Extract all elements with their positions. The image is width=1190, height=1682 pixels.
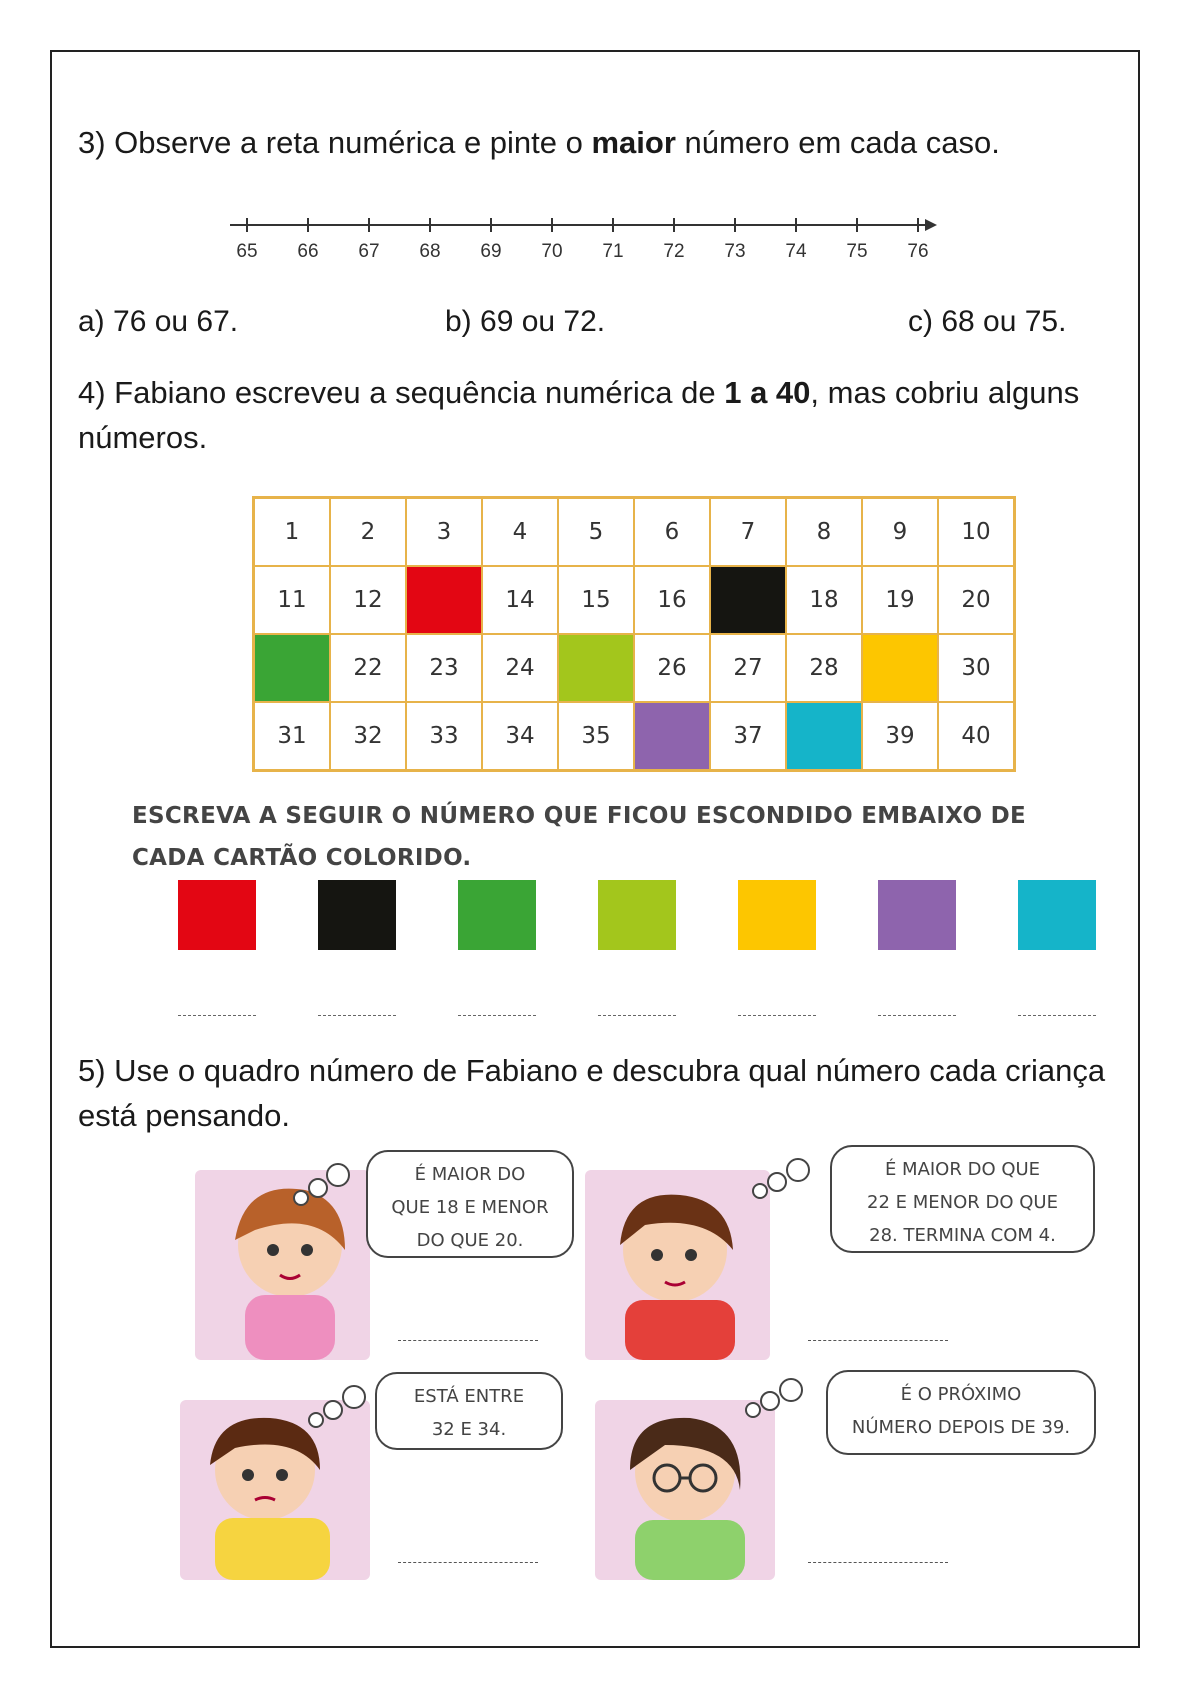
covered-card: [558, 634, 634, 702]
number-line-label: 67: [358, 241, 380, 262]
number-line-label: 73: [724, 241, 746, 262]
grid-cell: 16: [634, 566, 710, 634]
boy-thinking-icon: [585, 1170, 770, 1360]
colored-card: [738, 880, 816, 950]
card-answer-line[interactable]: [458, 1015, 536, 1016]
grid-cell: 32: [330, 702, 406, 771]
grid-cell: 40: [938, 702, 1015, 771]
grid-cell: 18: [786, 566, 862, 634]
grid-cell: 26: [634, 634, 710, 702]
child-1-illustration: [195, 1170, 370, 1360]
number-line-arrow: [925, 219, 937, 231]
girl-with-glasses-icon: [595, 1400, 775, 1580]
grid-cell: 6: [634, 498, 710, 567]
question-3-title: 3) Observe a reta numérica e pinte o maior número em cada caso.: [78, 125, 1000, 160]
colored-card: [178, 880, 256, 950]
girl-thinking-icon: [195, 1170, 370, 1360]
card-answer-line[interactable]: [598, 1015, 676, 1016]
colored-card: [878, 880, 956, 950]
covered-card: [710, 566, 786, 634]
child-4-illustration: [595, 1400, 775, 1580]
colored-cards-row: [178, 880, 1098, 1020]
thought-bubble-1: É MAIOR DO QUE 18 E MENOR DO QUE 20.: [366, 1150, 574, 1258]
cards-instruction: ESCREVA A SEGUIR O NÚMERO QUE FICOU ESCONDIDO EMBAIXO DE CADA CARTÃO COLORIDO.: [132, 803, 1027, 871]
grid-cell: 39: [862, 702, 938, 771]
grid-cell: 27: [710, 634, 786, 702]
question-5-title: 5) Use o quadro número de Fabiano e descubra qual número cada criança está pensando.: [78, 1053, 1106, 1133]
answer-line-3[interactable]: [398, 1562, 538, 1563]
grid-cell: 8: [786, 498, 862, 567]
grid-row: [254, 498, 1015, 567]
number-line-label: 70: [541, 241, 563, 262]
covered-card: [634, 702, 710, 771]
covered-card: [406, 566, 482, 634]
answer-line-2[interactable]: [808, 1340, 948, 1341]
question-4-title: 4) Fabiano escreveu a sequência numérica de 1 a 40, mas cobriu alguns números.: [78, 375, 1080, 455]
grid-cell: 24: [482, 634, 558, 702]
grid-cell: 23: [406, 634, 482, 702]
colored-card: [318, 880, 396, 950]
option-c: c) 68 ou 75.: [908, 305, 1067, 338]
grid-cell: 4: [482, 498, 558, 567]
grid-cell: 15: [558, 566, 634, 634]
grid-cell: 19: [862, 566, 938, 634]
colored-card: [598, 880, 676, 950]
grid-cell: 22: [330, 634, 406, 702]
covered-card: [862, 634, 938, 702]
grid-cell: 35: [558, 702, 634, 771]
number-line-label: 71: [602, 241, 624, 262]
grid-cell: 12: [330, 566, 406, 634]
grid-cell: 30: [938, 634, 1015, 702]
colored-card: [1018, 880, 1096, 950]
answer-line-4[interactable]: [808, 1562, 948, 1563]
child-3-illustration: [180, 1400, 370, 1580]
option-b: b) 69 ou 72.: [445, 305, 606, 338]
grid-cell: 5: [558, 498, 634, 567]
number-line-label: 68: [419, 241, 441, 262]
number-line-label: 74: [785, 241, 807, 262]
number-line-label: 65: [236, 241, 258, 262]
grid-cell: 1: [254, 498, 331, 567]
number-line: [225, 205, 945, 265]
thought-bubble-4: É O PRÓXIMO NÚMERO DEPOIS DE 39.: [826, 1370, 1096, 1455]
grid-row: [254, 566, 1015, 634]
option-a: a) 76 ou 67.: [78, 305, 239, 338]
thought-bubble-3: ESTÁ ENTRE 32 E 34.: [375, 1372, 563, 1450]
boy-thinking-icon: [180, 1400, 370, 1580]
thought-bubble-2: É MAIOR DO QUE 22 E MENOR DO QUE 28. TERMINA COM 4.: [830, 1145, 1095, 1253]
card-answer-line[interactable]: [738, 1015, 816, 1016]
grid-cell: 2: [330, 498, 406, 567]
child-2-illustration: [585, 1170, 770, 1360]
grid-cell: 11: [254, 566, 331, 634]
grid-cell: 10: [938, 498, 1015, 567]
number-grid: [252, 496, 1016, 772]
grid-cell: 3: [406, 498, 482, 567]
covered-card: [254, 634, 331, 702]
number-line-label: 72: [663, 241, 685, 262]
card-answer-line[interactable]: [1018, 1015, 1096, 1016]
grid-cell: 31: [254, 702, 331, 771]
colored-card: [458, 880, 536, 950]
grid-row: [254, 702, 1015, 771]
card-answer-line[interactable]: [178, 1015, 256, 1016]
grid-cell: 7: [710, 498, 786, 567]
number-line-label: 75: [846, 241, 868, 262]
grid-cell: 33: [406, 702, 482, 771]
number-line-label: 76: [907, 241, 929, 262]
answer-line-1[interactable]: [398, 1340, 538, 1341]
grid-cell: 9: [862, 498, 938, 567]
number-line-label: 69: [480, 241, 502, 262]
grid-cell: 20: [938, 566, 1015, 634]
card-answer-line[interactable]: [878, 1015, 956, 1016]
grid-row: [254, 634, 1015, 702]
number-line-label: 66: [297, 241, 319, 262]
grid-cell: 14: [482, 566, 558, 634]
covered-card: [786, 702, 862, 771]
card-answer-line[interactable]: [318, 1015, 396, 1016]
grid-cell: 34: [482, 702, 558, 771]
grid-cell: 28: [786, 634, 862, 702]
grid-cell: 37: [710, 702, 786, 771]
